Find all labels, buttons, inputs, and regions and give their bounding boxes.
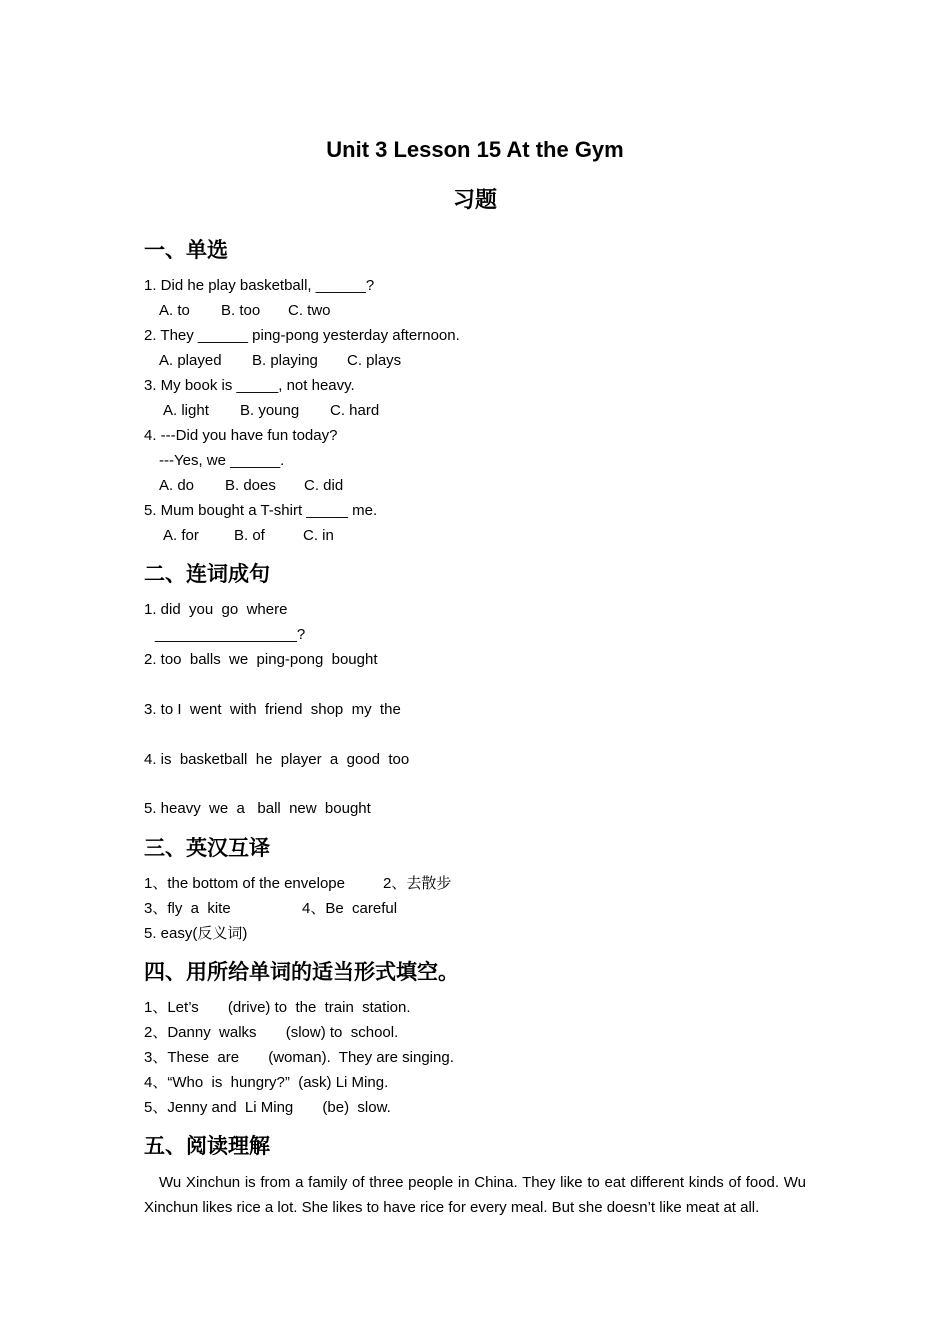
section3-heading: 三、英汉互译	[144, 836, 270, 860]
s3-question-2: 2、去散步	[383, 875, 452, 892]
s2-q1-answer-blank: _________________?	[155, 626, 306, 643]
section4-heading: 四、用所给单词的适当形式填空。	[144, 960, 459, 984]
s4-question-2: 2、Danny walks (slow) to school.	[144, 1024, 399, 1041]
s1-q3-option-a: A. light	[163, 402, 209, 419]
s4-question-1: 1、Let’s (drive) to the train station.	[144, 999, 411, 1016]
s1-question-1: 1. Did he play basketball, ______?	[144, 277, 375, 294]
s1-q4-option-c: C. did	[304, 477, 344, 494]
s1-q2-option-b: B. playing	[252, 352, 318, 369]
page-title: Unit 3 Lesson 15 At the Gym	[326, 137, 624, 162]
s1-q4-option-a: A. do	[159, 477, 195, 494]
s2-question-1: 1. did you go where	[144, 601, 288, 618]
s1-q3-option-c: C. hard	[330, 402, 380, 419]
s1-q4-option-b: B. does	[225, 477, 276, 494]
s1-q5-option-a: A. for	[163, 527, 199, 544]
s3-question-1: 1、the bottom of the envelope	[144, 875, 345, 892]
s3-question-5: 5. easy(反义词)	[144, 925, 248, 942]
s4-question-4: 4、“Who is hungry?” (ask) Li Ming.	[144, 1074, 389, 1091]
s1-q5-option-c: C. in	[303, 527, 334, 544]
s2-question-2: 2. too balls we ping-pong bought	[144, 651, 378, 668]
s4-question-3: 3、These are (woman). They are singing.	[144, 1049, 454, 1066]
section2-heading: 二、连词成句	[144, 562, 270, 586]
s1-question-3: 3. My book is _____, not heavy.	[144, 377, 355, 394]
s1-q1-option-b: B. too	[221, 302, 261, 319]
s1-q3-option-b: B. young	[240, 402, 300, 419]
s1-question-5: 5. Mum bought a T-shirt _____ me.	[144, 502, 378, 519]
s1-q1-option-c: C. two	[288, 302, 331, 319]
s1-q5-option-b: B. of	[234, 527, 265, 544]
s2-question-3: 3. to I went with friend shop my the	[144, 701, 401, 718]
s2-question-4: 4. is basketball he player a good too	[144, 751, 410, 768]
s2-question-5: 5. heavy we a ball new bought	[144, 800, 371, 817]
s1-q4-reply: ---Yes, we ______.	[159, 452, 285, 469]
s1-q1-option-a: A. to	[159, 302, 190, 319]
s5-reading-passage: Wu Xinchun is from a family of three people in China. They like to eat different kinds of food. Wu Xinchun likes rice a lot. She likes to have rice for every meal. But she doesn’t like meat at all.	[144, 1174, 806, 1216]
page-subtitle: 习题	[452, 188, 497, 213]
s3-question-3: 3、fly a kite	[144, 900, 231, 917]
s1-q2-option-a: A. played	[159, 352, 222, 369]
section5-heading: 五、阅读理解	[144, 1134, 270, 1158]
s1-q2-option-c: C. plays	[347, 352, 402, 369]
s1-question-2: 2. They ______ ping-pong yesterday afternoon.	[144, 327, 460, 344]
s3-question-4: 4、Be careful	[302, 900, 398, 917]
s4-question-5: 5、Jenny and Li Ming (be) slow.	[144, 1099, 391, 1116]
section1-heading: 一、单选	[144, 238, 228, 262]
s1-question-4: 4. ---Did you have fun today?	[144, 427, 338, 444]
